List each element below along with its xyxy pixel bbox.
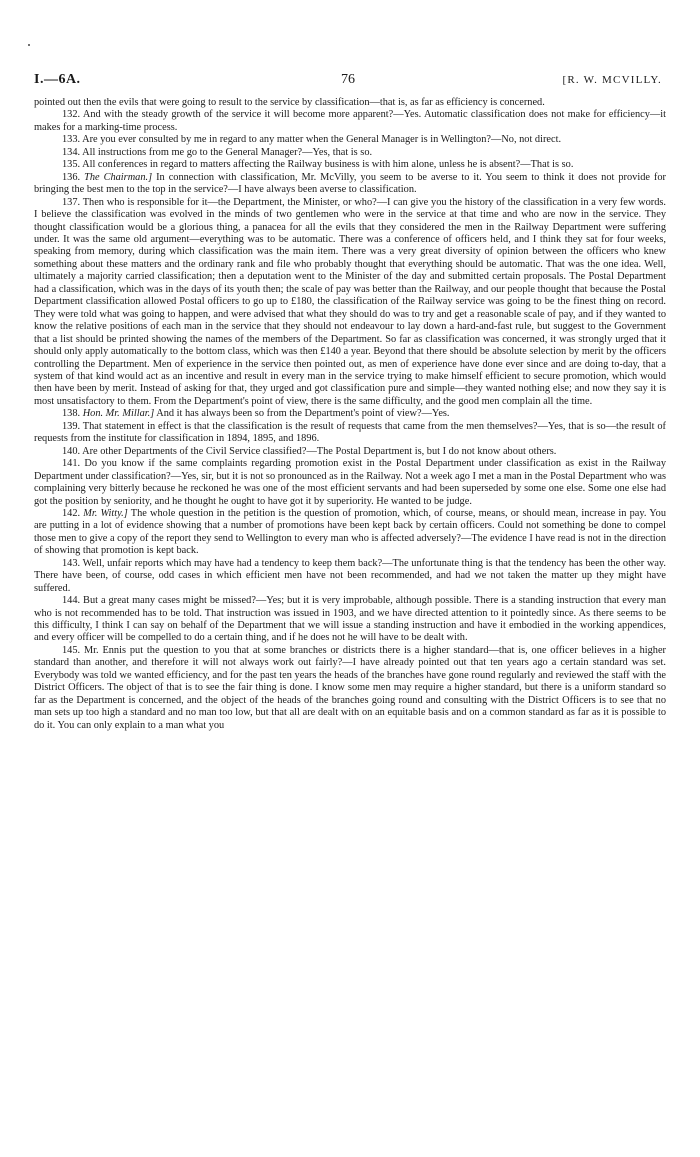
paragraph-question-132 [34, 109, 666, 134]
paragraph-text: 135. All conferences in regard to matters affecting the Railway business is with him alone, unless he is absent?—That is so. [62, 159, 574, 171]
paragraph-question-137 [34, 197, 666, 409]
paragraph-text: 134. All instructions from me go to the General Manager?—Yes, that is so. [62, 146, 373, 158]
paragraph-text: 132. And with the steady growth of the service it will become more apparent?—Yes. Automatic classification does not make for efficiency—it makes for a marking-time process. [34, 109, 666, 133]
paragraph-question-145 [34, 645, 666, 732]
paragraph-question-142: 142. Mr. Witty.] The whole question in the petition is the question of promotion, which, of course, means, or should mean, increase in pay. You are putting in a lot of evidence showing that a number of promotions have been kept back by certain officers. Could not something be done to compel those men to give a copy of the report they send to Wellington to every man who is affected adversely?—The evidence I have read is not in the direction of showing that promotion is kept back. [34, 507, 667, 557]
paragraph-text: 145. Mr. Ennis put the question to you that at some branches or districts there is a higher standard—that is, one officer believes in a higher standard than another, and therefore it will not always work out fairly?—I have already pointed out that ten years ago a certain standard was set. Everybody was told we wanted efficiency, and for the past ten years the heads of the branches have gone round regularly and reviewed the staff with the District Officers. The object of that is to see the fair thing is done. I know some men may require a higher standard, but there is a uniform standard so far as the Department is concerned, and the object of the heads of the branches going round and consulting with the District Officers is to see that no man sets up too high a standard and no man too low, but that all are dealt with on an equitable basis and on a common standard as far as it is possible to do it. You can only explain to a man what you [34, 644, 666, 731]
paragraph-question-136: 136. The Chairman.] In connection with classification, Mr. McVilly, you seem to be averse to it. You seem to think it does not provide for bringing the best men to the top in the service?—I have always been averse to classification. [34, 171, 666, 196]
document-reference: I.—6A. [34, 72, 81, 87]
speaker-label: The Chairman.] [84, 171, 153, 183]
speaker-label: Hon. Mr. Millar.] [82, 408, 155, 420]
paragraph-question-135 [34, 159, 666, 171]
page-speck [28, 44, 30, 46]
speaker-label: Mr. Witty.] [83, 507, 128, 519]
paragraph-text: 137. Then who is responsible for it—the Department, the Minister, or who?—I can give you the history of the classification in a very few words. I believe the classification was evolved in the minds of two gentlemen who were in the service at that time and who are now in the service. They thought classification would be a glorious thing, a panacea for all the evils that they considered the men in the Railway Department were suffering under. It was the same old argument—everything was to be automatic. There was a conference of officers held, and I think they sat for four weeks, speaking from memory, during which classification was the main item. There was a very great diversity of opinion between the officers who knew something about these matters and the ordinary rank and file who probably thought that everything should be automatic. That was the one idea. Well, ultimately a majority carried classification; then a deputation went to the Minister of the day and submitted certain proposals. The Postal Department had a classification, which was in the days of its youth then; the scale of pay was better than the Railway, and our people thought that because the Postal Department classification allowed Postal officers to go up to £180, the classification of the Railway service was going to be the finest thing on record. They were told what was going to happen, and were advised that what they should do was to try and get a reasonable scale of pay, and if they wanted to know the relative positions of each man in the service that they should not endeavour to lay down a hard-and-fast rule, but suggest to the Government that a list should be printed showing the names of the members of the Department. So far as classification was concerned, it was strongly urged that it should only apply automatically to the bottom class, which was then £140 a year. Beyond that there should be absolute selection by merit by the officers controlling the Department. Men of experience in the service then pointed out, as men of experience have done ever since and are doing to-day, that a system of that kind would act as an incentive and result in every man in the service trying to make himself efficient to secure promotion, which would then have been by merit. Instead of asking for that, they urged and got classification pure and simple—they wanted nothing else; and now they say it is most unsatisfactory to them. From the Department's point of view, there is the same difficulty, and the good men complain all the time. [34, 196, 666, 407]
witness-name: [R. W. MCVILLY. [562, 74, 662, 86]
paragraph-text: 140. Are other Departments of the Civil Service classified?—The Postal Department is, but I do not know about others. [62, 445, 557, 457]
paragraph-question-141 [34, 458, 666, 508]
paragraph-text: 139. That statement in effect is that the classification is the result of requests that came from the men themselves?—Yes, that is so—the result of requests from the institute for classification in 1894, 1895, and 1896. [34, 420, 666, 445]
paragraph-question-144 [34, 595, 666, 645]
paragraph-question-133 [34, 134, 666, 146]
paragraph-continuation [34, 97, 666, 109]
paragraph-question-134 [34, 147, 666, 159]
paragraph-text: And it has always been so from the Department's point of view?—Yes. [154, 408, 450, 420]
paragraph-text: The whole question in the petition is the question of promotion, which, of course, means, or should mean, increase in pay. You are putting in a lot of evidence showing that a number of promotions have been kept back by certain officers. Could not something be done to compel those men to give a copy of the report they send to Wellington to every man who is affected adversely?—The evidence I have read is not in the direction of showing that promotion is kept back. [34, 507, 667, 557]
paragraph-question-140 [34, 446, 666, 458]
paragraph-text: 133. Are you ever consulted by me in regard to any matter when the General Manager is in Wellington?—No, not direct. [62, 134, 562, 146]
body-text [34, 97, 666, 732]
page-number: 76 [341, 72, 355, 87]
paragraph-text: 141. Do you know if the same complaints regarding promotion exist in the Postal Department under classification as exist in the Railway Department under classification?—Yes, sir, but it is not so pronounced as in the Railway. Not a week ago I met a man in the Postal Department who was complaining very bitterly because he reckoned he was one of the most efficient servants and had been superseded by some one else. Some one else had got the position by seniority, and he thought he ought to have got it by superiority. He wanted to be judge. [34, 458, 666, 507]
paragraph-question-139 [34, 421, 666, 446]
page-header [34, 72, 662, 94]
paragraph-text: pointed out then the evils that were going to result to the service by classification—that is, as far as efficiency is concerned. [34, 97, 545, 108]
paragraph-text: 143. Well, unfair reports which may have had a tendency to keep them back?—The unfortunate thing is that the tendency has been the other way. There have been, of course, odd cases in which efficient men have not been recommended, and had we not taken the matter up they might have suffered. [34, 557, 666, 594]
paragraph-question-138: 138. Hon. Mr. Millar.] And it has always been so from the Department's point of view?—Yes. [62, 408, 450, 420]
paragraph-text: 144. But a great many cases might be missed?—Yes; but it is very improbable, although possible. There is a standing instruction that every man who is not recommended has to be told. That instruction was issued in 1903, and we have directed attention to it pointedly since. As there seems to be this difficulty, I think I can say on behalf of the Department that we will issue a standing instruction and have it embodied in the working appendices, and every officer will be compelled to do a certain thing, and if he does not he will have to be dealt with. [34, 595, 666, 644]
paragraph-question-143 [34, 558, 666, 595]
paragraph-text: In connection with classification, Mr. McVilly, you seem to be averse to it. You seem to think it does not provide for bringing the best men to the top in the service?—I have always been averse to classification. [34, 171, 666, 196]
